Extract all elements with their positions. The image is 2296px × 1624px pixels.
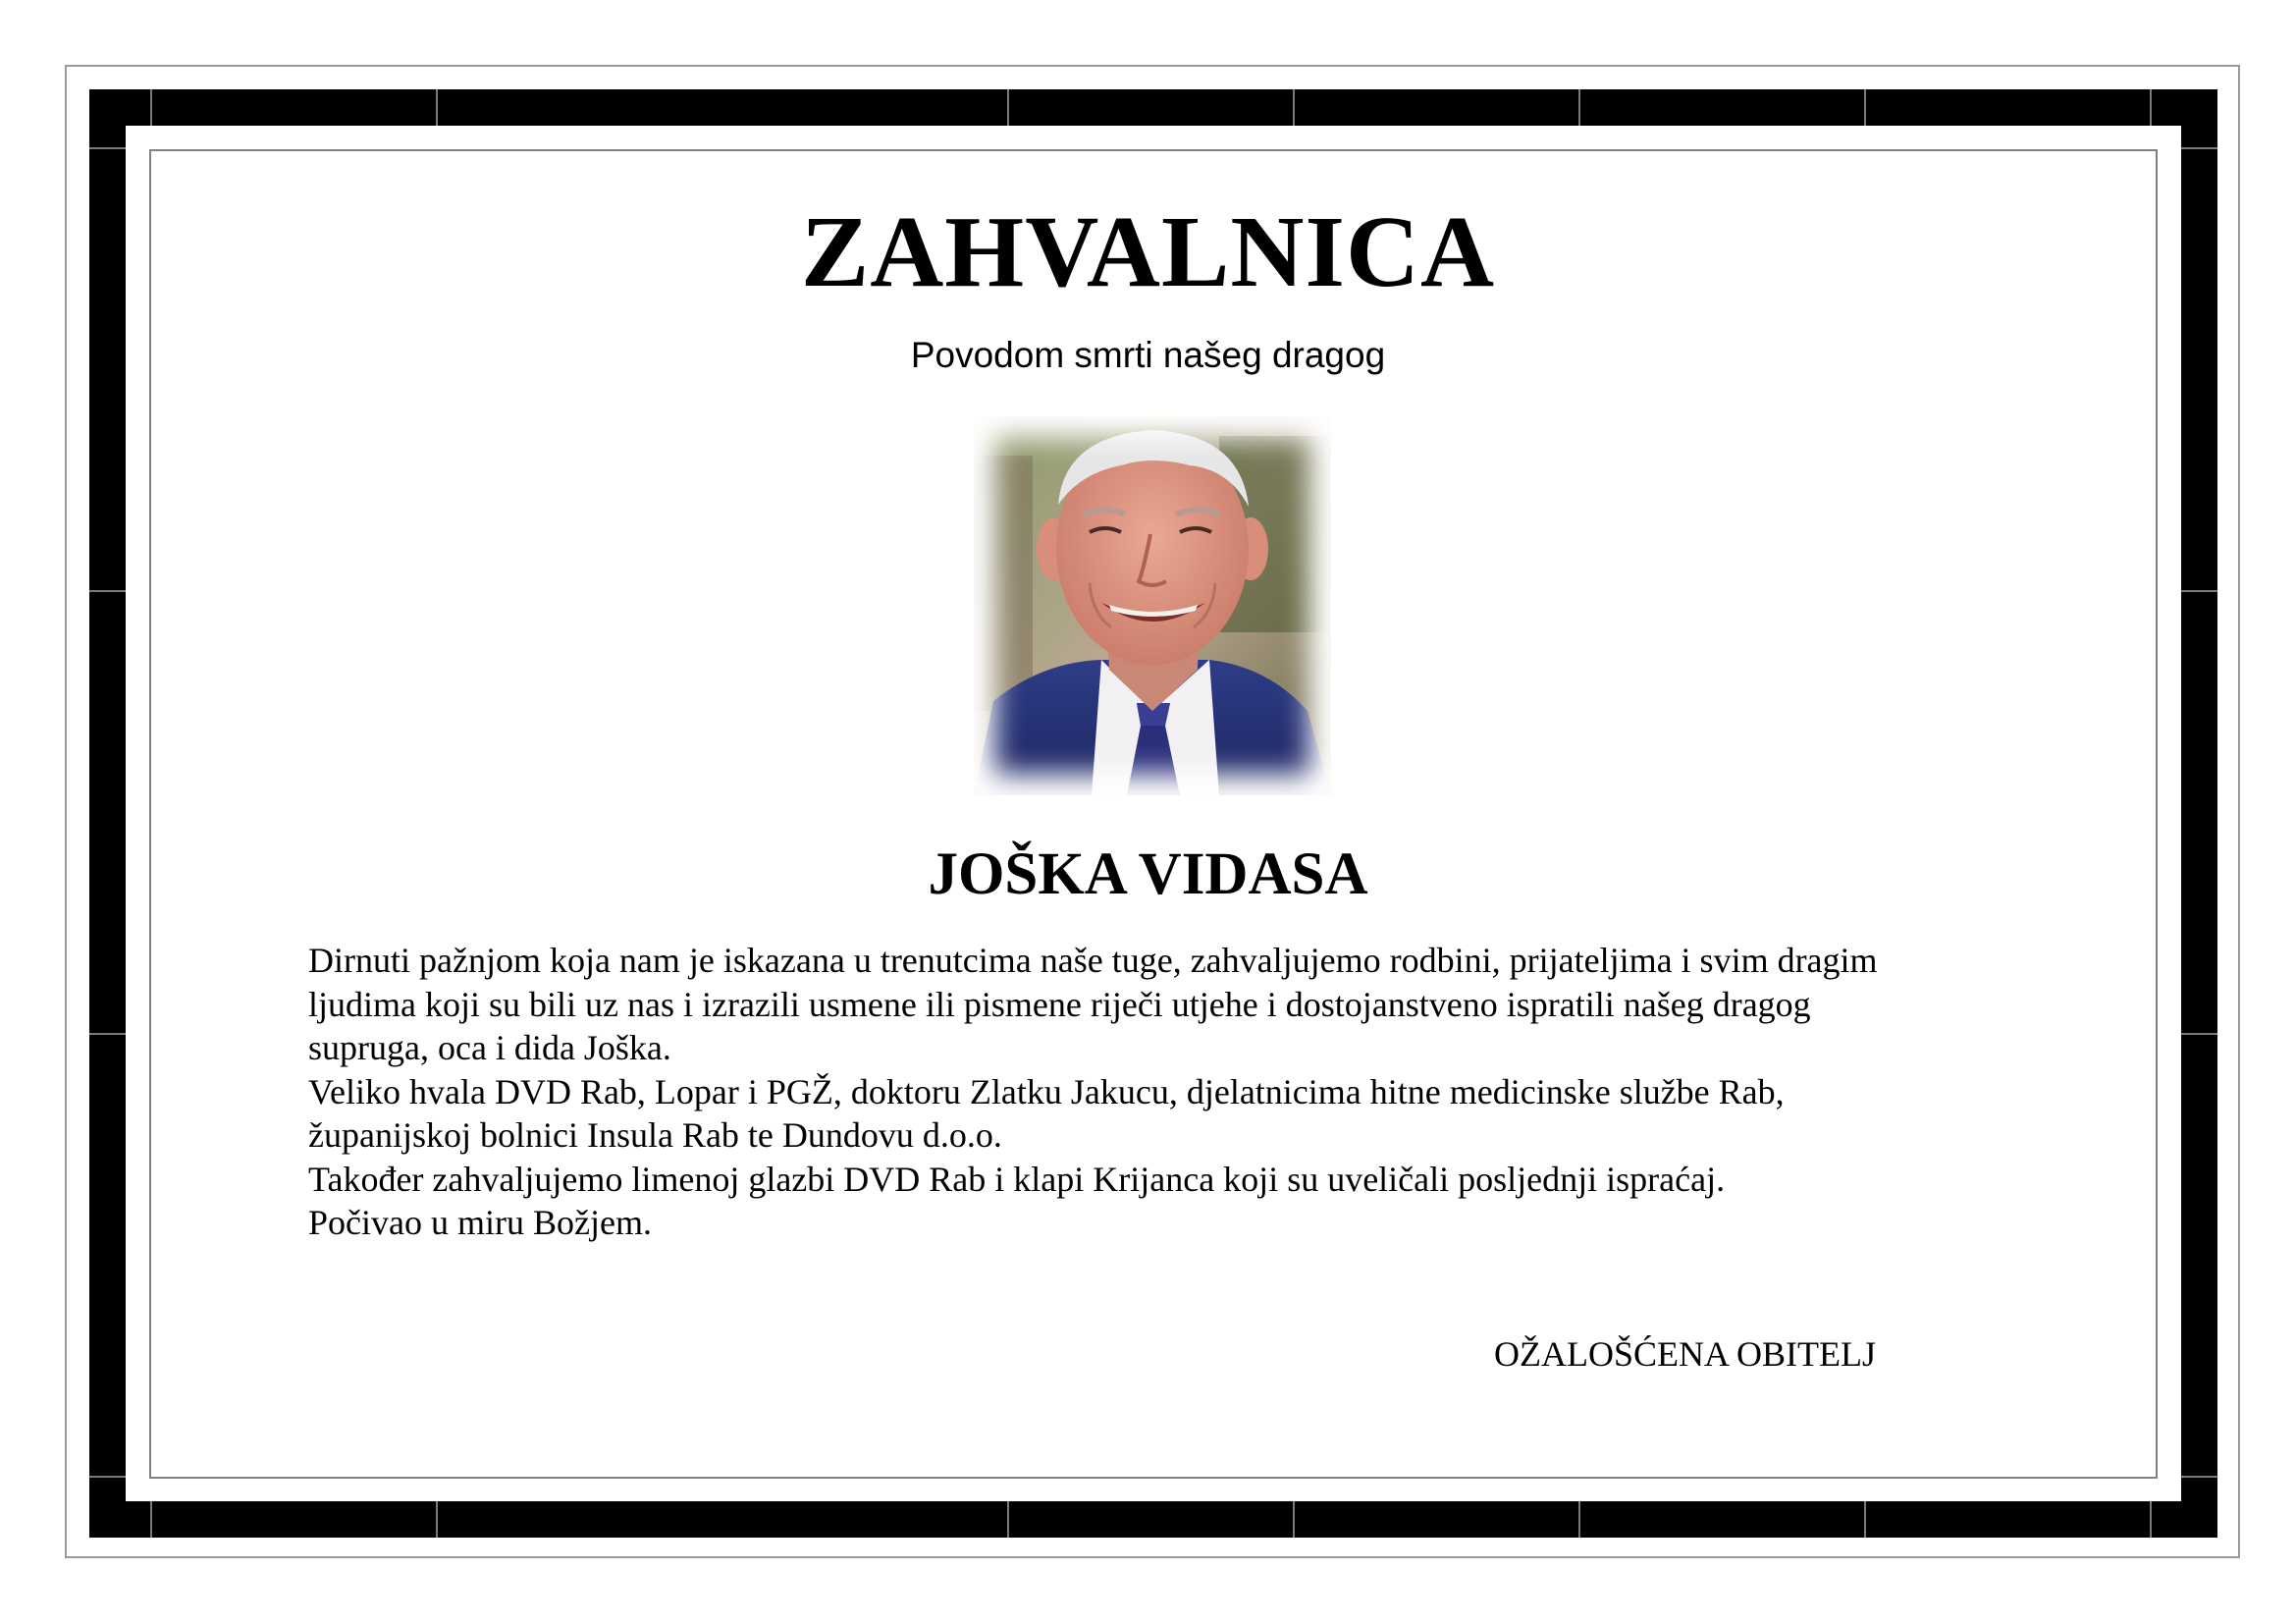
border-segment-line [436,89,438,126]
border-segment-line [2150,89,2152,126]
border-segment-line [1578,1501,1580,1538]
border-segment-line [2181,147,2217,149]
border-segment-line [1864,1501,1866,1538]
border-segment-line [1007,1501,1009,1538]
border-segment-line [1864,89,1866,126]
notice-title: ZAHVALNICA [800,195,1496,308]
border-segment-line [1293,1501,1295,1538]
body-paragraph: Veliko hvala DVD Rab, Lopar i PGŽ, doktoru Zlatku Jakucu, djelatnicima hitne medicinske službe Rab, županijskoj bolnici Insula Rab te Dundovu d.o.o. [308,1071,1785,1155]
border-segment-line [89,1033,126,1035]
border-segment-line [1293,89,1295,126]
body-paragraph: Dirnuti pažnjom koja nam je iskazana u trenutcima naše tuge, zahvaljujemo rodbini, prijateljima i svim dragim ljudima koji su bili uz nas i izrazili usmene ili pismene riječi utjehe i dostojanstveno ispratili našeg dragog supruga, oca i dida Joška. [308,941,1878,1067]
notice-body [308,939,2036,1245]
body-paragraph: Počivao u miru Božjem. [308,1203,652,1242]
border-segment-line [1007,89,1009,126]
border-segment-line [1578,89,1580,126]
border-segment-line [89,147,126,149]
border-segment-line [2150,1501,2152,1538]
border-segment-line [89,590,126,592]
portrait-photo-icon [974,416,1331,795]
body-paragraph: Također zahvaljujemo limenoj glazbi DVD Rab i klapi Krijanca koji su uveličali posljednji ispraćaj. [308,1159,1726,1199]
border-segment-line [150,89,152,126]
border-segment-line [150,1501,152,1538]
border-segment-line [436,1501,438,1538]
notice-subtitle: Povodom smrti našeg dragog [910,335,1386,375]
border-segment-line [2181,1033,2217,1035]
signature: OŽALOŠĆENA OBITELJ [1494,1334,1876,1374]
border-segment-line [89,1476,126,1478]
border-segment-line [2181,590,2217,592]
deceased-name: JOŠKA VIDASA [928,841,1368,907]
border-segment-line [2181,1476,2217,1478]
